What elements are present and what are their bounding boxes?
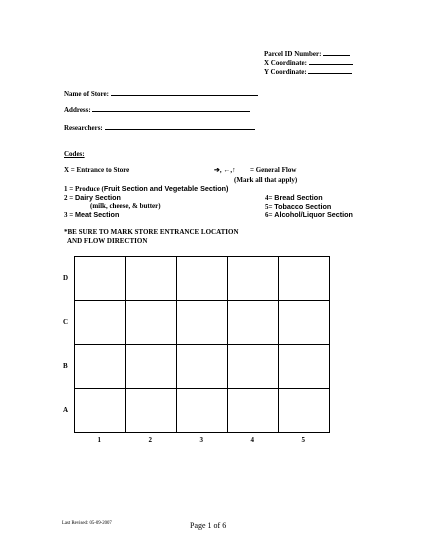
code-5-prefix: 5= — [265, 203, 275, 211]
grid-cell-C1[interactable] — [74, 300, 126, 345]
note-line-2: AND FLOW DIRECTION — [67, 237, 148, 245]
grid-cell-B5[interactable] — [278, 344, 330, 389]
code-2-prefix: 2 = — [64, 194, 75, 202]
row-label-B: B — [63, 362, 68, 370]
code-general-flow: = General Flow — [250, 166, 297, 174]
code-3-prefix: 3 = — [64, 211, 75, 219]
code-5-label: Tobacco Section — [274, 202, 332, 211]
store-name-label: Name of Store: — [64, 90, 109, 98]
grid-cell-B2[interactable] — [125, 344, 177, 389]
store-name-line — [64, 88, 258, 98]
grid-cell-B3[interactable] — [176, 344, 228, 389]
y-coordinate-line — [264, 66, 352, 77]
y-coordinate-field[interactable] — [308, 66, 352, 74]
code-3 — [64, 210, 119, 219]
code-4-label: Bread Section — [274, 193, 323, 202]
code-2-label: Dairy Section — [75, 193, 121, 202]
x-coordinate-label: X Coordinate: — [264, 59, 307, 67]
grid-cell-B4[interactable] — [227, 344, 279, 389]
grid-cell-A4[interactable] — [227, 388, 279, 433]
code-2 — [64, 193, 121, 202]
code-6-label: Alcohol/Liquor Section — [274, 210, 353, 219]
code-1-prefix: 1 = Produce ( — [64, 185, 104, 193]
code-6 — [265, 210, 353, 219]
grid-cell-D3[interactable] — [176, 256, 228, 301]
store-map-grid — [63, 256, 329, 444]
col-label-1: 1 — [97, 436, 101, 444]
row-label-C: C — [63, 318, 69, 326]
code-2-sub: (milk, cheese, & butter) — [90, 202, 161, 210]
code-4-prefix: 4= — [265, 194, 275, 202]
address-line — [64, 104, 250, 114]
grid-cell-A1[interactable] — [74, 388, 126, 433]
address-label: Address: — [64, 106, 91, 114]
x-coordinate-field[interactable] — [309, 57, 353, 65]
grid-cell-D2[interactable] — [125, 256, 177, 301]
grid-cell-C4[interactable] — [227, 300, 279, 345]
store-name-field[interactable] — [111, 88, 258, 96]
code-1-label: Fruit Section and Vegetable Section) — [103, 184, 229, 193]
page-number: Page 1 of 6 — [190, 521, 227, 530]
grid-cell-A3[interactable] — [176, 388, 228, 433]
researchers-field[interactable] — [105, 122, 255, 130]
col-label-3: 3 — [199, 436, 203, 444]
grid-cell-C2[interactable] — [125, 300, 177, 345]
code-6-prefix: 6= — [265, 211, 275, 219]
row-label-A: A — [63, 406, 69, 414]
parcel-id-label: Parcel ID Number: — [264, 50, 322, 58]
grid-cell-A2[interactable] — [125, 388, 177, 433]
code-3-label: Meat Section — [75, 210, 120, 219]
y-coordinate-label: Y Coordinate: — [264, 68, 307, 76]
researchers-label: Researchers: — [64, 124, 103, 132]
col-label-2: 2 — [148, 436, 152, 444]
grid-cell-C5[interactable] — [278, 300, 330, 345]
code-1 — [64, 184, 228, 193]
row-label-D: D — [63, 274, 69, 282]
grid-cell-A5[interactable] — [278, 388, 330, 433]
code-mark-all: (Mark all that apply) — [234, 176, 298, 184]
col-label-4: 4 — [250, 436, 254, 444]
last-revised: Last Revised: 05-09-2007 — [62, 521, 112, 526]
grid-cell-B1[interactable] — [74, 344, 126, 389]
address-field[interactable] — [92, 104, 250, 112]
code-entrance: X = Entrance to Store — [64, 166, 130, 174]
code-4 — [265, 193, 323, 202]
grid-cell-D5[interactable] — [278, 256, 330, 301]
code-flow-arrows: ➔, ←,↑ — [214, 166, 236, 174]
grid-cell-D1[interactable] — [74, 256, 126, 301]
codes-title: Codes: — [64, 150, 85, 158]
parcel-id-field[interactable] — [323, 48, 350, 56]
col-label-5: 5 — [301, 436, 305, 444]
grid-cell-C3[interactable] — [176, 300, 228, 345]
researchers-line — [64, 122, 255, 132]
grid-cell-D4[interactable] — [227, 256, 279, 301]
note-line-1: *BE SURE TO MARK STORE ENTRANCE LOCATION — [64, 228, 239, 236]
